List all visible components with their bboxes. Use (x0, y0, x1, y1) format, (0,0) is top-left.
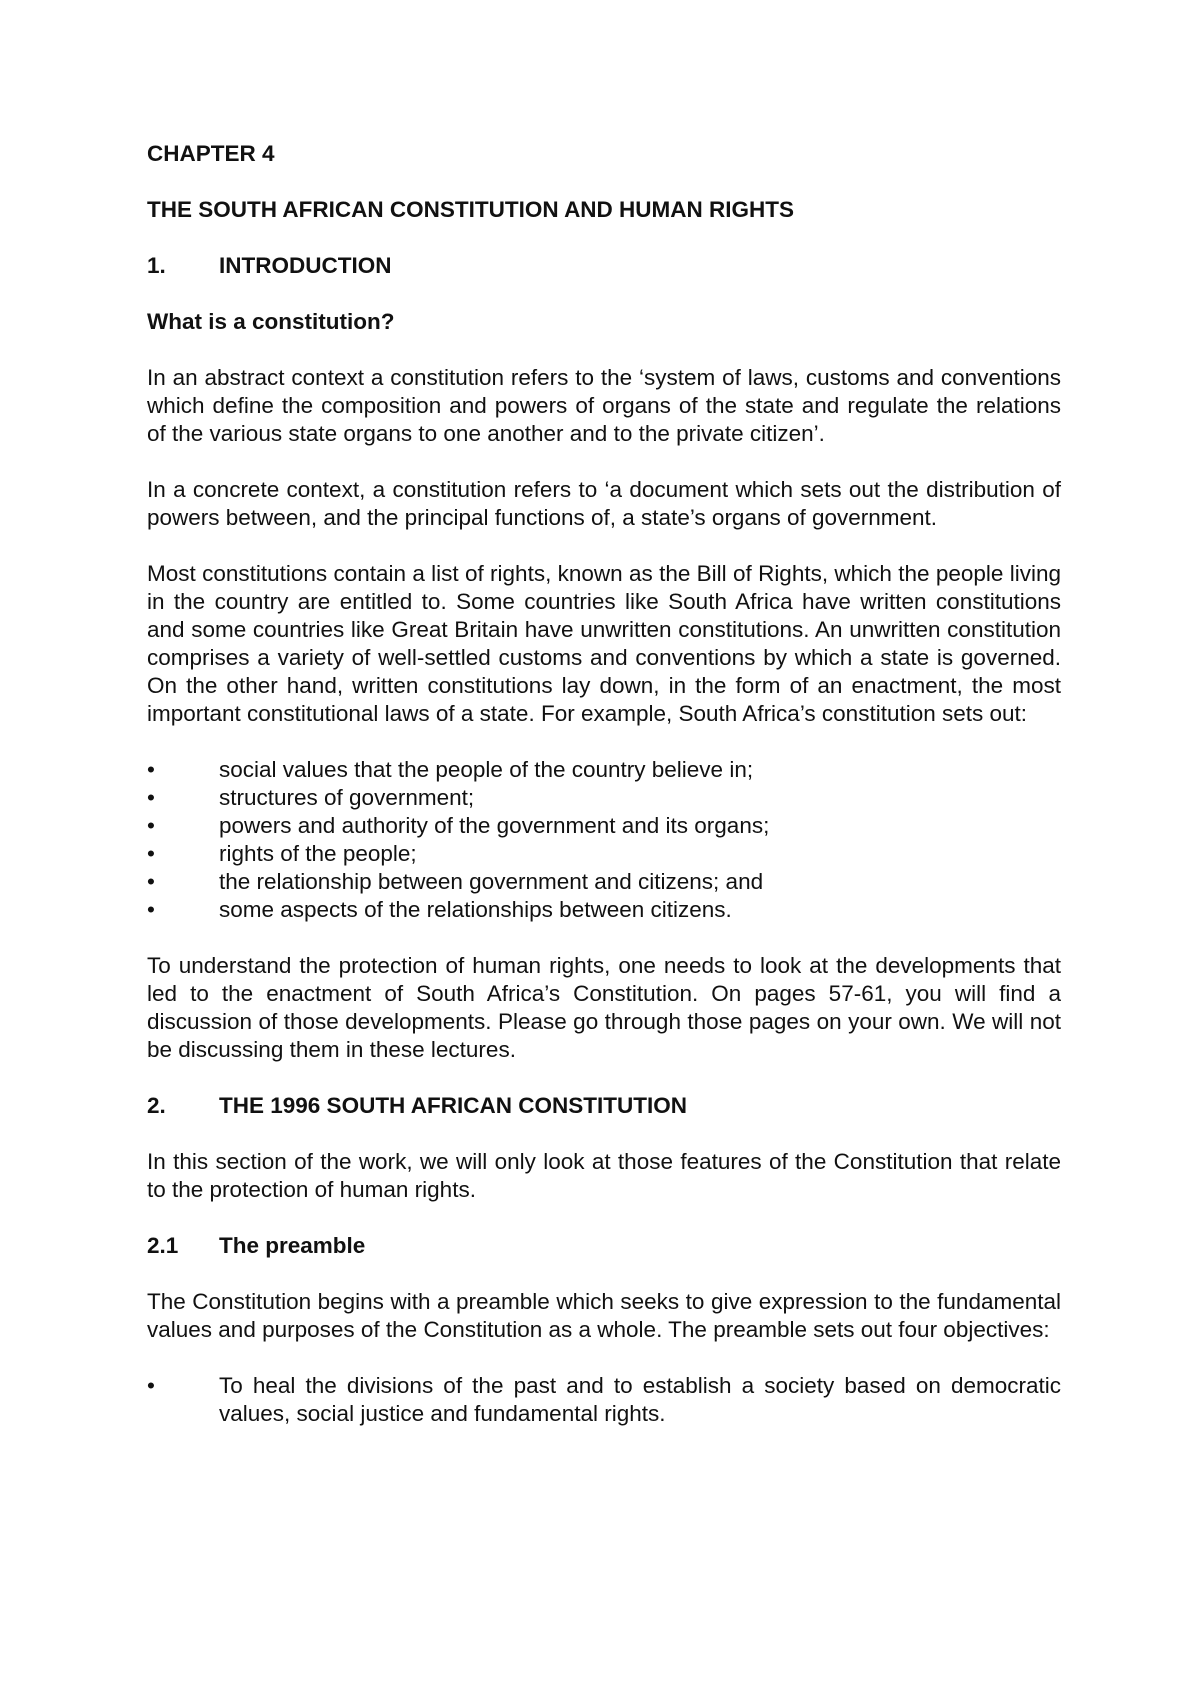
subheading-what-is-constitution: What is a constitution? (147, 309, 395, 334)
bullet-icon: • (147, 757, 155, 782)
list-item (147, 868, 1061, 896)
section-1-title: INTRODUCTION (219, 253, 392, 278)
paragraph-section-2-intro: In this section of the work, we will only look at those features of the Constitution that relate to the protection of human rights. (147, 1149, 1061, 1202)
chapter-label: CHAPTER 4 (147, 141, 275, 166)
list-item (147, 1372, 1061, 1428)
bullet-icon: • (147, 869, 155, 894)
paragraph-concrete-context: In a concrete context, a constitution refers to ‘a document which sets out the distribution of powers between, and the principal functions of, a state’s organs of government. (147, 477, 1061, 530)
section-2-1-title: The preamble (219, 1233, 366, 1258)
section-2-title: THE 1996 SOUTH AFRICAN CONSTITUTION (219, 1093, 687, 1118)
chapter-title: THE SOUTH AFRICAN CONSTITUTION AND HUMAN RIGHTS (147, 197, 795, 222)
list-item (147, 896, 1061, 924)
list-item-text: structures of government; (219, 785, 475, 810)
list-item-text: social values that the people of the country believe in; (219, 757, 754, 782)
paragraph-abstract-context: In an abstract context a constitution refers to the ‘system of laws, customs and conventions which define the composition and powers of organs of the state and regulate the relations of the various state organs to one another and to the private citizen’. (147, 365, 1061, 446)
section-2-1-heading (147, 1232, 1061, 1260)
bullet-icon: • (147, 841, 155, 866)
list-item (147, 840, 1061, 868)
section-2-1-number: 2.1 (147, 1233, 179, 1258)
paragraph-bill-of-rights: Most constitutions contain a list of rights, known as the Bill of Rights, which the people living in the country are entitled to. Some countries like South Africa have written constitutions and some countries like Great Britain have unwritten constitutions. An unwritten constitution comprises a variety of well-settled customs and conventions by which a state is governed. On the other hand, written constitutions lay down, in the form of an enactment, the most important constitutional laws of a state. For example, South Africa’s constitution sets out: (147, 561, 1061, 726)
bullet-icon: • (147, 1373, 155, 1398)
list-item (147, 784, 1061, 812)
section-1-number: 1. (147, 253, 166, 278)
list-item-text: powers and authority of the government and its organs; (219, 813, 770, 838)
bullet-icon: • (147, 897, 155, 922)
list-item (147, 812, 1061, 840)
list-item (147, 756, 1061, 784)
list-item-text: To heal the divisions of the past and to establish a society based on democratic values, social justice and fundamental rights. (219, 1373, 1061, 1426)
list-item-text: some aspects of the relationships between citizens. (219, 897, 732, 922)
preamble-objectives-list (147, 1372, 1061, 1428)
paragraph-developments: To understand the protection of human rights, one needs to look at the developments that led to the enactment of South Africa’s Constitution. On pages 57-61, you will find a discussion of those developments. Please go through those pages on your own. We will not be discussing them in these lectures. (147, 953, 1061, 1062)
section-1-heading (147, 252, 1061, 280)
list-item-text: the relationship between government and citizens; and (219, 869, 764, 894)
section-2-heading (147, 1092, 1061, 1120)
bullet-icon: • (147, 813, 155, 838)
document-page (147, 140, 1061, 1456)
section-2-number: 2. (147, 1093, 166, 1118)
bullet-icon: • (147, 785, 155, 810)
paragraph-preamble: The Constitution begins with a preamble which seeks to give expression to the fundamental values and purposes of the Constitution as a whole. The preamble sets out four objectives: (147, 1289, 1061, 1342)
constitution-contents-list (147, 756, 1061, 924)
list-item-text: rights of the people; (219, 841, 417, 866)
